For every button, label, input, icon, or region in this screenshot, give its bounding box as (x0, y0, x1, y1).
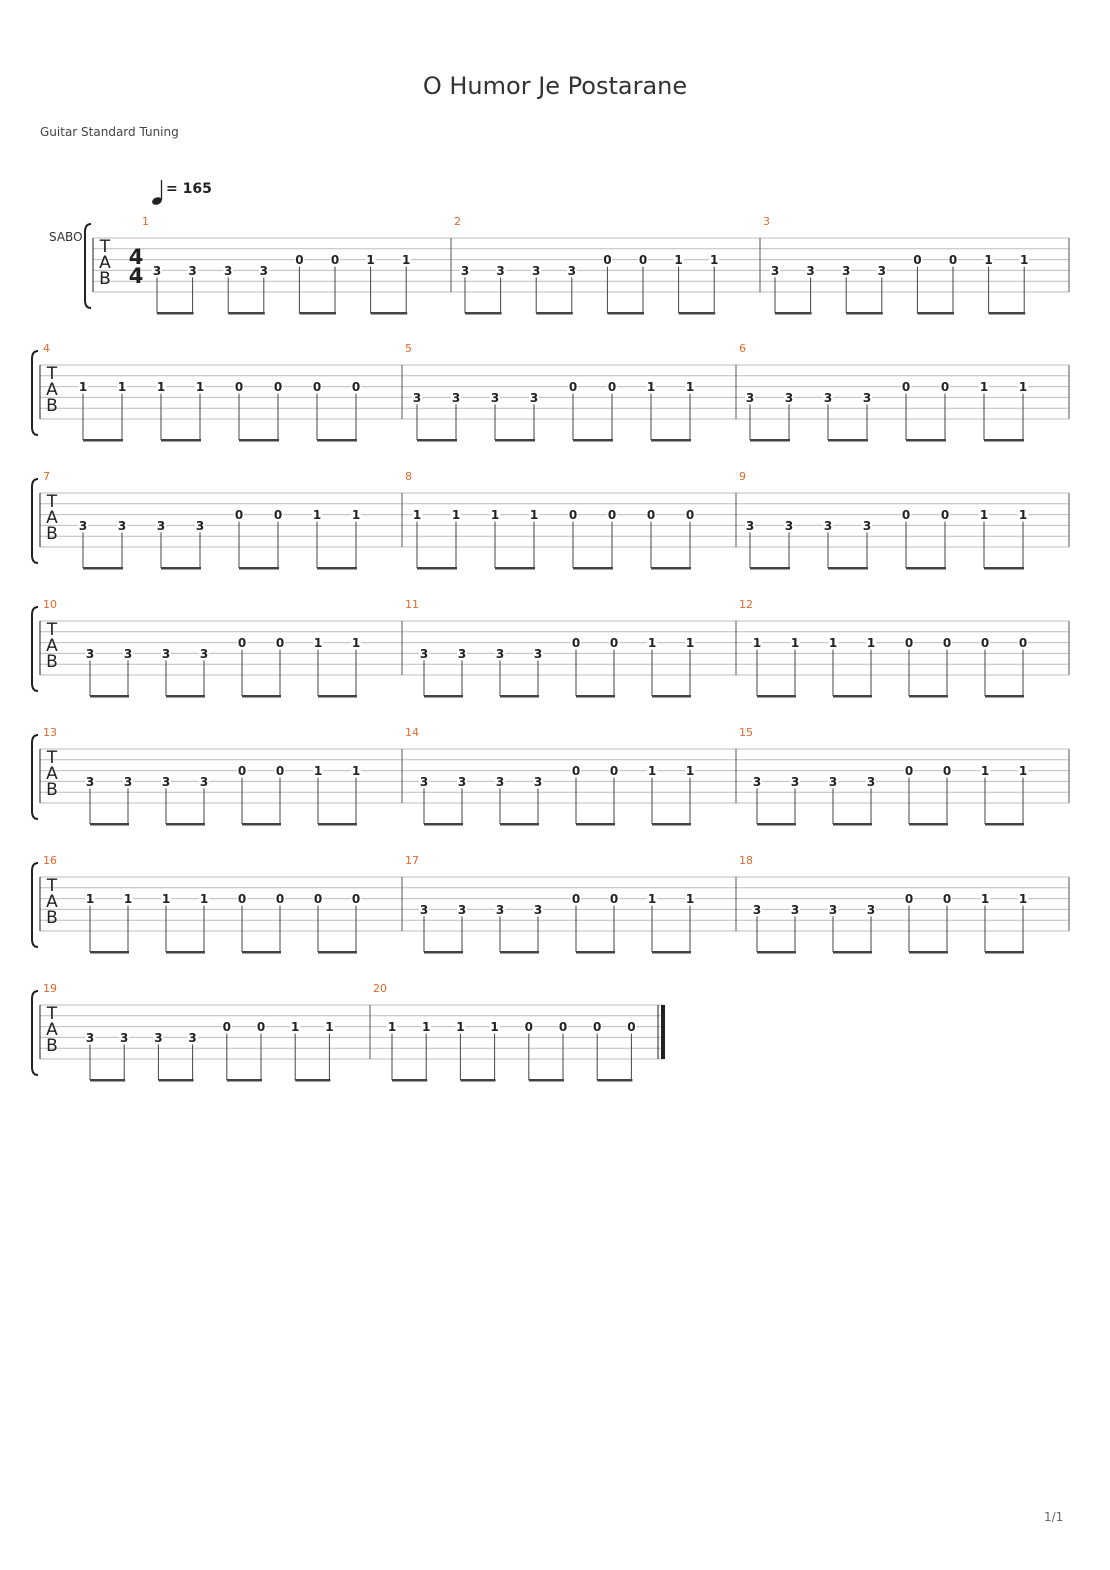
fret-number: 0 (275, 764, 285, 779)
fret-number: 0 (603, 253, 612, 268)
note-beam (295, 1079, 330, 1082)
fret-number: 0 (275, 636, 285, 651)
note-beam (573, 567, 613, 570)
note-beam (239, 439, 279, 442)
fret-number: 0 (638, 253, 648, 268)
fret-number: 3 (156, 518, 166, 533)
fret-number: 3 (533, 774, 543, 789)
fret-number: 0 (234, 508, 244, 523)
note-beam (228, 312, 265, 315)
fret-number: 3 (529, 390, 539, 405)
tab-clef-letter: T (46, 364, 58, 384)
final-barline-thick (661, 1005, 665, 1059)
note-beam (576, 695, 615, 698)
fret-number: 3 (784, 518, 794, 533)
note-beam (161, 439, 201, 442)
fret-number: 1 (325, 1020, 334, 1035)
fret-number: 3 (533, 902, 543, 917)
note-beam (318, 823, 357, 826)
fret-number: 0 (312, 380, 322, 395)
fret-number: 1 (78, 380, 88, 395)
fret-number: 3 (152, 263, 162, 278)
fret-number: 1 (866, 636, 876, 651)
tempo-marking: = 165 (166, 181, 212, 197)
fret-number: 1 (647, 892, 657, 907)
note-beam (652, 823, 691, 826)
note-beam (985, 951, 1024, 954)
note-beam (500, 823, 539, 826)
fret-number: 0 (237, 764, 247, 779)
note-beam (166, 695, 205, 698)
note-beam (500, 951, 539, 954)
fret-number: 1 (1018, 892, 1028, 907)
note-beam (242, 823, 281, 826)
fret-number: 3 (495, 646, 505, 661)
note-beam (597, 1079, 632, 1082)
fret-number: 1 (412, 508, 422, 523)
fret-number: 0 (942, 636, 952, 651)
fret-number: 1 (790, 636, 800, 651)
fret-number: 0 (571, 636, 581, 651)
tab-clef-letter: B (46, 524, 58, 544)
measure-number: 1 (142, 215, 149, 228)
measure-number: 19 (43, 982, 57, 995)
tab-clef-letter: A (46, 508, 58, 528)
note-beam (607, 312, 644, 315)
fret-number: 1 (351, 764, 361, 779)
note-beam (833, 951, 872, 954)
note-beam (775, 312, 812, 315)
fret-number: 0 (524, 1020, 533, 1035)
note-beam (90, 951, 129, 954)
fret-number: 3 (790, 774, 800, 789)
note-beam (750, 439, 790, 442)
fret-number: 3 (419, 646, 429, 661)
fret-number: 1 (1018, 764, 1028, 779)
tab-clef-letter: B (46, 396, 58, 416)
fret-number: 0 (275, 892, 285, 907)
note-beam (424, 823, 463, 826)
measure-number: 3 (763, 215, 770, 228)
note-beam (227, 1079, 262, 1082)
fret-number: 0 (313, 892, 323, 907)
fret-number: 0 (237, 892, 247, 907)
fret-number: 3 (823, 390, 833, 405)
tab-clef-letter: B (46, 780, 58, 800)
fret-number: 0 (330, 253, 340, 268)
fret-number: 0 (609, 636, 619, 651)
fret-number: 0 (351, 380, 361, 395)
fret-number: 1 (313, 636, 323, 651)
fret-number: 0 (901, 380, 911, 395)
fret-number: 3 (862, 518, 872, 533)
note-beam (417, 439, 457, 442)
note-beam (299, 312, 336, 315)
note-beam (157, 312, 194, 315)
note-beam (242, 951, 281, 954)
fret-number: 1 (1018, 508, 1028, 523)
fret-number: 3 (188, 1030, 197, 1045)
fret-number: 1 (422, 1020, 431, 1035)
measure-number: 2 (454, 215, 461, 228)
time-signature-top: 4 (128, 245, 144, 269)
fret-number: 3 (866, 902, 876, 917)
fret-number: 0 (948, 253, 958, 268)
measure-number: 12 (739, 598, 753, 611)
note-beam (317, 439, 357, 442)
fret-number: 1 (156, 380, 166, 395)
fret-number: 3 (790, 902, 800, 917)
fret-number: 3 (495, 774, 505, 789)
fret-number: 1 (647, 764, 657, 779)
tuning-label: Guitar Standard Tuning (40, 125, 179, 139)
fret-number: 3 (123, 774, 133, 789)
tab-clef-letter: B (46, 652, 58, 672)
note-beam (757, 823, 796, 826)
fret-number: 3 (199, 646, 209, 661)
note-beam (424, 951, 463, 954)
fret-number: 1 (685, 380, 695, 395)
fret-number: 1 (980, 892, 990, 907)
note-beam (909, 951, 948, 954)
tab-clef-letter: T (99, 237, 111, 257)
tab-clef-letter: A (46, 380, 58, 400)
note-beam (828, 567, 868, 570)
tab-clef-letter: A (46, 892, 58, 912)
fret-number: 0 (295, 253, 304, 268)
fret-number: 1 (674, 253, 683, 268)
note-beam (576, 951, 615, 954)
tab-clef-letter: A (46, 636, 58, 656)
note-beam (158, 1079, 193, 1082)
fret-number: 3 (161, 646, 171, 661)
fret-number: 1 (979, 508, 989, 523)
note-beam (679, 312, 716, 315)
fret-number: 0 (904, 892, 914, 907)
fret-number: 1 (451, 508, 461, 523)
fret-number: 3 (259, 263, 268, 278)
tab-clef-letter: T (46, 1004, 58, 1024)
note-beam (917, 312, 954, 315)
tab-clef-letter: B (99, 269, 111, 289)
note-beam (317, 567, 357, 570)
fret-number: 1 (1018, 380, 1028, 395)
fret-number: 0 (607, 380, 617, 395)
fret-number: 0 (940, 508, 950, 523)
note-beam (573, 439, 613, 442)
fret-number: 0 (913, 253, 922, 268)
fret-number: 3 (806, 263, 815, 278)
note-beam (828, 439, 868, 442)
fret-number: 3 (842, 263, 851, 278)
fret-number: 3 (195, 518, 205, 533)
fret-number: 3 (451, 390, 461, 405)
fret-number: 3 (862, 390, 872, 405)
note-beam (318, 951, 357, 954)
fret-number: 3 (123, 646, 133, 661)
fret-number: 1 (456, 1020, 465, 1035)
fret-number: 0 (609, 764, 619, 779)
note-beam (90, 695, 129, 698)
note-beam (90, 823, 129, 826)
note-beam (161, 567, 201, 570)
fret-number: 1 (351, 636, 361, 651)
note-beam (985, 823, 1024, 826)
fret-number: 3 (412, 390, 422, 405)
note-beam (833, 823, 872, 826)
note-beam (651, 567, 691, 570)
note-beam (242, 695, 281, 698)
fret-number: 3 (877, 263, 886, 278)
tab-clef-letter: B (46, 908, 58, 928)
system-brace (85, 224, 91, 308)
fret-number: 0 (558, 1020, 568, 1035)
measure-number: 10 (43, 598, 57, 611)
fret-number: 0 (568, 380, 578, 395)
note-beam (417, 567, 457, 570)
fret-number: 1 (351, 508, 361, 523)
tab-clef-letter: A (46, 1020, 58, 1040)
note-beam (757, 951, 796, 954)
fret-number: 0 (273, 380, 283, 395)
fret-number: 3 (188, 263, 197, 278)
fret-number: 1 (312, 508, 322, 523)
fret-number: 1 (529, 508, 539, 523)
fret-number: 1 (984, 253, 993, 268)
measure-number: 15 (739, 726, 753, 739)
note-beam (495, 567, 535, 570)
measure-number: 18 (739, 854, 753, 867)
fret-number: 3 (457, 774, 467, 789)
measure-number: 17 (405, 854, 419, 867)
fret-number: 1 (490, 1020, 499, 1035)
fret-number: 1 (85, 892, 95, 907)
tab-clef-letter: T (46, 876, 58, 896)
fret-number: 0 (571, 892, 581, 907)
measure-number: 4 (43, 342, 50, 355)
fret-number: 0 (901, 508, 911, 523)
note-beam (750, 567, 790, 570)
measure-number: 9 (739, 470, 746, 483)
fret-number: 3 (745, 390, 755, 405)
note-beam (536, 312, 573, 315)
fret-number: 0 (607, 508, 617, 523)
track-name: SABO (49, 230, 83, 244)
fret-number: 0 (685, 508, 695, 523)
fret-number: 1 (291, 1020, 300, 1035)
tab-clef-letter: T (46, 492, 58, 512)
tab-clef-letter: T (46, 748, 58, 768)
note-beam (166, 951, 205, 954)
fret-number: 3 (784, 390, 794, 405)
fret-number: 1 (710, 253, 719, 268)
note-beam (906, 567, 946, 570)
fret-number: 1 (123, 892, 133, 907)
fret-number: 3 (154, 1030, 163, 1045)
fret-number: 1 (161, 892, 171, 907)
note-beam (909, 695, 948, 698)
note-beam (576, 823, 615, 826)
fret-number: 0 (942, 764, 952, 779)
note-beam (239, 567, 279, 570)
note-beam (757, 695, 796, 698)
fret-number: 3 (745, 518, 755, 533)
fret-number: 0 (940, 380, 950, 395)
tab-clef-letter: T (46, 620, 58, 640)
fret-number: 0 (237, 636, 247, 651)
system-brace (32, 863, 38, 947)
measure-number: 5 (405, 342, 412, 355)
note-beam (846, 312, 883, 315)
measure-number: 8 (405, 470, 412, 483)
page-number: 1/1 (1044, 1510, 1064, 1524)
measure-number: 16 (43, 854, 57, 867)
fret-number: 0 (593, 1020, 602, 1035)
tab-clef-letter: A (99, 253, 111, 273)
measure-number: 13 (43, 726, 57, 739)
fret-number: 0 (627, 1020, 636, 1035)
fret-number: 1 (195, 380, 205, 395)
fret-number: 1 (1020, 253, 1029, 268)
system-brace (32, 479, 38, 563)
fret-number: 0 (980, 636, 990, 651)
fret-number: 1 (199, 892, 209, 907)
fret-number: 3 (419, 774, 429, 789)
fret-number: 1 (979, 380, 989, 395)
fret-number: 0 (568, 508, 578, 523)
fret-number: 3 (161, 774, 171, 789)
fret-number: 3 (457, 646, 467, 661)
fret-number: 3 (567, 263, 576, 278)
note-beam (985, 695, 1024, 698)
fret-number: 3 (224, 263, 233, 278)
fret-number: 3 (419, 902, 429, 917)
fret-number: 3 (117, 518, 127, 533)
note-beam (989, 312, 1026, 315)
note-beam (465, 312, 502, 315)
fret-number: 3 (495, 902, 505, 917)
fret-number: 0 (234, 380, 244, 395)
fret-number: 1 (647, 636, 657, 651)
fret-number: 3 (78, 518, 88, 533)
system-brace (32, 351, 38, 435)
fret-number: 0 (351, 892, 361, 907)
fret-number: 0 (1018, 636, 1028, 651)
fret-number: 1 (752, 636, 762, 651)
note-beam (906, 439, 946, 442)
fret-number: 3 (85, 1030, 95, 1045)
fret-number: 3 (828, 902, 838, 917)
fret-number: 0 (904, 764, 914, 779)
note-beam (318, 695, 357, 698)
fret-number: 3 (120, 1030, 129, 1045)
fret-number: 0 (646, 508, 656, 523)
note-beam (83, 439, 123, 442)
note-beam (984, 567, 1024, 570)
fret-number: 0 (222, 1020, 231, 1035)
tab-clef-letter: A (46, 764, 58, 784)
fret-number: 1 (313, 764, 323, 779)
note-beam (833, 695, 872, 698)
note-beam (651, 439, 691, 442)
note-beam (166, 823, 205, 826)
fret-number: 0 (609, 892, 619, 907)
fret-number: 3 (823, 518, 833, 533)
note-beam (529, 1079, 564, 1082)
note-beam (392, 1079, 427, 1082)
fret-number: 3 (457, 902, 467, 917)
fret-number: 3 (496, 263, 505, 278)
fret-number: 0 (942, 892, 952, 907)
fret-number: 3 (532, 263, 541, 278)
measure-number: 7 (43, 470, 50, 483)
fret-number: 3 (85, 646, 95, 661)
note-beam (652, 695, 691, 698)
fret-number: 1 (685, 636, 695, 651)
note-beam (90, 1079, 125, 1082)
fret-number: 3 (490, 390, 500, 405)
time-signature-bottom: 4 (128, 264, 144, 288)
fret-number: 3 (85, 774, 95, 789)
fret-number: 3 (533, 646, 543, 661)
note-beam (495, 439, 535, 442)
fret-number: 3 (866, 774, 876, 789)
fret-number: 1 (490, 508, 500, 523)
fret-number: 1 (402, 253, 411, 268)
fret-number: 3 (460, 263, 470, 278)
song-title: O Humor Je Postarane (422, 72, 688, 100)
fret-number: 0 (571, 764, 581, 779)
fret-number: 3 (752, 774, 762, 789)
measure-number: 20 (373, 982, 387, 995)
note-beam (460, 1079, 495, 1082)
measure-number: 14 (405, 726, 419, 739)
fret-number: 0 (256, 1020, 266, 1035)
note-beam (371, 312, 408, 315)
system-brace (32, 991, 38, 1075)
fret-number: 1 (828, 636, 838, 651)
fret-number: 3 (828, 774, 838, 789)
tab-clef-letter: B (46, 1036, 58, 1056)
fret-number: 0 (904, 636, 914, 651)
fret-number: 1 (646, 380, 656, 395)
fret-number: 1 (366, 253, 375, 268)
fret-number: 3 (199, 774, 209, 789)
fret-number: 1 (980, 764, 990, 779)
measure-number: 11 (405, 598, 419, 611)
fret-number: 1 (685, 764, 695, 779)
system-brace (32, 607, 38, 691)
fret-number: 0 (273, 508, 283, 523)
note-beam (909, 823, 948, 826)
fret-number: 1 (117, 380, 127, 395)
note-beam (500, 695, 539, 698)
note-beam (424, 695, 463, 698)
fret-number: 3 (752, 902, 762, 917)
note-beam (83, 567, 123, 570)
note-beam (652, 951, 691, 954)
system-brace (32, 735, 38, 819)
note-beam (984, 439, 1024, 442)
fret-number: 1 (685, 892, 695, 907)
fret-number: 3 (770, 263, 780, 278)
fret-number: 1 (387, 1020, 397, 1035)
measure-number: 6 (739, 342, 746, 355)
